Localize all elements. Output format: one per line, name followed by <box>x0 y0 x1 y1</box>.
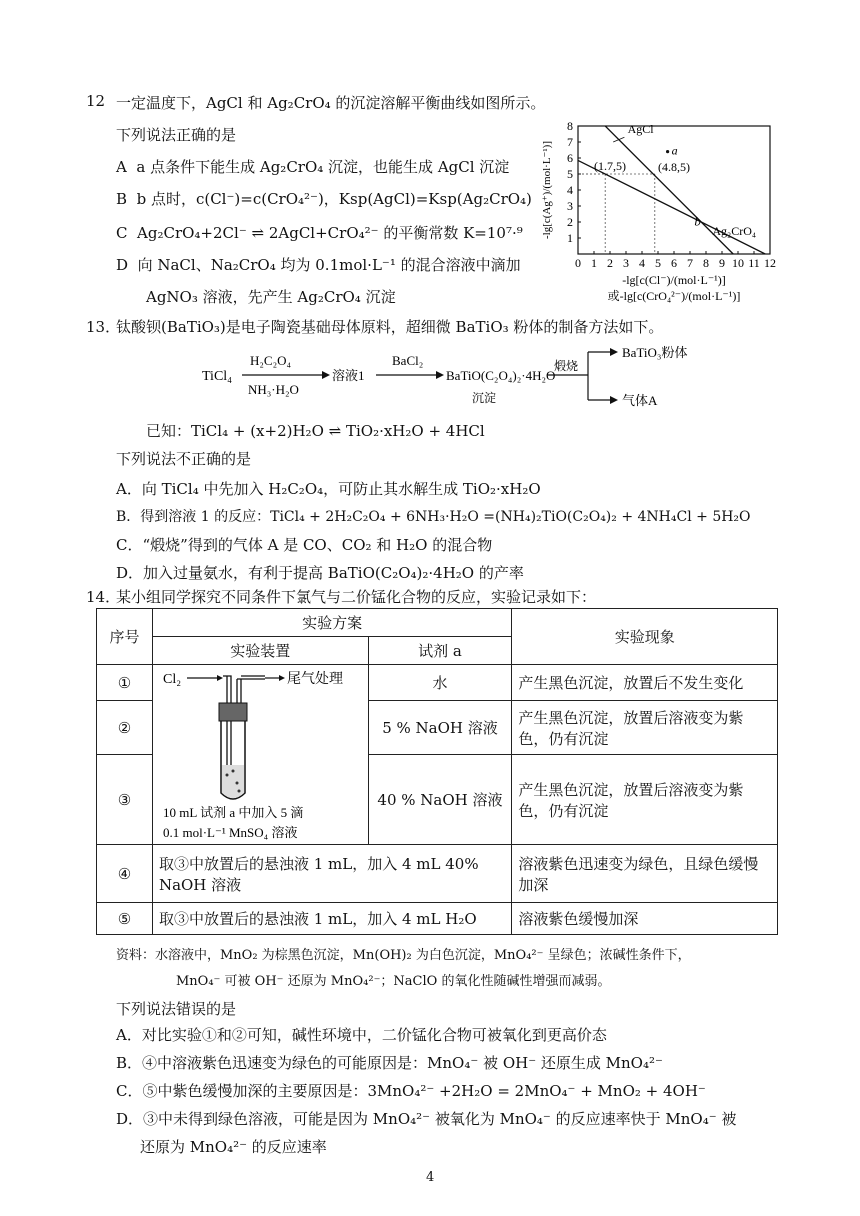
flow-reagent-bottom: NH₃·H₂O <box>248 382 299 397</box>
x-tick-label: 3 <box>623 256 629 270</box>
q13-option-d <box>116 562 524 583</box>
row-reagent: 水 <box>368 665 512 701</box>
x-tick-label: 0 <box>575 256 581 270</box>
x-tick-label: 1 <box>591 256 597 270</box>
q13-option-b <box>116 506 751 526</box>
option-letter: C． <box>116 536 143 554</box>
q14-option-d-continued: 还原为 MnO₄²⁻ 的反应速率 <box>140 1138 327 1156</box>
flow-arrowhead-2 <box>436 371 444 379</box>
x-tick-label: 4 <box>639 256 645 270</box>
flow-product1: BaTiO₃粉体 <box>622 345 688 360</box>
option-letter: D． <box>116 1110 144 1128</box>
x-axis-label-2: 或-lg[c(CrO₄²⁻)/(mol·L⁻¹)] <box>607 289 741 303</box>
q14-option-a <box>116 1024 607 1045</box>
option-text: 加入过量氨水，有利于提高 BaTiO(C₂O₄)₂·4H₂O 的产率 <box>143 564 524 582</box>
series-label-ag2cro4: Ag₂CrO₄ <box>712 223 757 238</box>
flow-reagent2: BaCl₂ <box>392 353 424 368</box>
row-number: ③ <box>97 755 153 845</box>
q12-option-b <box>116 188 532 209</box>
x-tick-label: 11 <box>748 256 760 270</box>
row-number: ④ <box>97 845 153 903</box>
point-label-2: (4.8,5) <box>658 159 690 174</box>
q14-stem: 某小组同学探究不同条件下氯气与二价锰化合物的反应，实验记录如下： <box>116 588 597 606</box>
apparatus-cl2-label: Cl₂ <box>162 672 182 687</box>
option-letter: A <box>116 158 127 176</box>
q14-option-b <box>116 1052 663 1073</box>
option-text: 向 NaCl、Na₂CrO₄ 均为 0.1mol·L⁻¹ 的混合溶液中滴加 <box>137 256 521 274</box>
apparatus-cell <box>152 665 368 845</box>
flow-reagent-top: H₂C₂O₄ <box>250 353 292 368</box>
q14-option-c <box>116 1080 706 1101</box>
y-tick-label: 1 <box>567 231 573 245</box>
option-text: ⑤中紫色缓慢加深的主要原因是：3MnO₄²⁻ +2H₂O = 2MnO₄⁻ + MnO₂ + 4OH⁻ <box>142 1082 706 1100</box>
option-text: 向 TiCl₄ 中先加入 H₂C₂O₄，可防止其水解生成 TiO₂·xH₂O <box>141 480 541 498</box>
option-text: b 点时，c(Cl⁻)=c(CrO₄²⁻)，Ksp(AgCl)=Ksp(Ag₂CrO₄) <box>136 190 532 208</box>
option-letter: A． <box>116 480 142 498</box>
apparatus-tail-label: 尾气处理 <box>286 672 343 687</box>
q12-option-d-continued: AgNO₃ 溶液，先产生 Ag₂CrO₄ 沉淀 <box>146 288 396 306</box>
flow-solution: 溶液1 <box>332 368 365 383</box>
apparatus-note-2: 0.1 mol·L⁻¹ MnSO₄ 溶液 <box>162 825 298 840</box>
y-tick-label: 6 <box>567 151 573 165</box>
option-text: Ag₂CrO₄+2Cl⁻ ⇌ 2AgCl+CrO₄²⁻ 的平衡常数 K=10⁷·⁹ <box>137 224 523 242</box>
series-label-agcl-leader <box>613 137 624 142</box>
y-tick-label: 2 <box>567 215 573 229</box>
flow-arrowhead-4 <box>610 396 618 404</box>
series-label-agcl: AgCl <box>627 122 654 137</box>
x-tick-label: 5 <box>655 256 661 270</box>
x-tick-label: 8 <box>703 256 709 270</box>
option-letter: C． <box>116 1082 143 1100</box>
y-axis-label: -lg[c(Ag⁺)/(mol·L⁻¹)] <box>541 141 553 239</box>
flow-product2: 气体A <box>622 393 658 408</box>
option-text: ④中溶液紫色迅速变为绿色的可能原因是：MnO₄⁻ 被 OH⁻ 还原生成 MnO₄²⁻ <box>142 1054 663 1072</box>
option-text: 对比实验①和②可知，碱性环境中，二价锰化合物可被氧化到更高价态 <box>141 1026 607 1044</box>
solubility-chart <box>538 116 778 312</box>
experiment-table <box>96 608 778 935</box>
q14-number: 14． <box>86 588 121 606</box>
option-letter: B <box>116 190 128 208</box>
x-tick-label: 2 <box>607 256 613 270</box>
q13-known: 已知：TiCl₄ + (x+2)H₂O ⇌ TiO₂·xH₂O + 4HCl <box>146 422 485 440</box>
row-plan: 取③中放置后的悬浊液 1 mL，加入 4 mL 40% NaOH 溶液 <box>152 845 511 903</box>
page-number: 4 <box>426 1170 435 1185</box>
flow-arrowhead-3 <box>610 348 618 356</box>
q13-prompt: 下列说法不正确的是 <box>116 450 252 468</box>
x-tick-label: 12 <box>764 256 776 270</box>
q12-number: 12 <box>86 92 106 110</box>
option-text: “煅烧”得到的气体 A 是 CO、CO₂ 和 H₂O 的混合物 <box>142 536 493 554</box>
q13-stem: 钛酸钡(BaTiO₃)是电子陶瓷基础母体原料，超细微 BaTiO₃ 粉体的制备方法如下。 <box>116 318 664 336</box>
row-phenomenon: 产生黑色沉淀，放置后溶液变为紫色，仍有沉淀 <box>512 701 778 755</box>
row-plan: 取③中放置后的悬浊液 1 mL，加入 4 mL H₂O <box>152 903 511 935</box>
header-reagent: 试剂 a <box>368 637 512 665</box>
apparatus-diagram <box>153 665 369 841</box>
y-tick-label: 4 <box>567 183 573 197</box>
x-tick-label: 9 <box>719 256 725 270</box>
q13-number: 13． <box>86 318 121 336</box>
q12-option-d <box>116 254 521 275</box>
x-tick-label: 7 <box>687 256 693 270</box>
rubber-stopper <box>219 703 247 721</box>
row-phenomenon: 溶液紫色迅速变为绿色，且绿色缓慢加深 <box>512 845 778 903</box>
y-tick-label: 8 <box>567 119 573 133</box>
series-line-ag2cro4 <box>578 160 765 254</box>
flow-precipitate: BaTiO(C₂O₄)₂·4H₂O <box>446 368 556 383</box>
q14-prompt: 下列说法错误的是 <box>116 1000 237 1018</box>
q14-option-d <box>116 1108 736 1129</box>
x-tick-label: 6 <box>671 256 677 270</box>
table-row <box>97 665 778 701</box>
option-letter: D <box>116 256 129 274</box>
row-number: ① <box>97 665 153 701</box>
point-label-1: (1.7,5) <box>594 159 626 173</box>
q12-option-a <box>116 156 509 177</box>
row-phenomenon: 产生黑色沉淀，放置后溶液变为紫色，仍有沉淀 <box>512 755 778 845</box>
header-plan: 实验方案 <box>152 609 511 637</box>
point-a-label: a <box>671 143 678 158</box>
apparatus-note-1: 10 mL 试剂 a 中加入 5 滴 <box>162 805 304 820</box>
header-device: 实验装置 <box>152 637 368 665</box>
option-text: a 点条件下能生成 Ag₂CrO₄ 沉淀，也能生成 AgCl 沉淀 <box>136 158 510 176</box>
q14-note-line1: 资料：水溶液中，MnO₂ 为棕黑色沉淀，Mn(OH)₂ 为白色沉淀，MnO₄²⁻ 呈绿色；浓碱性条件下， <box>116 948 691 963</box>
row-number: ② <box>97 701 153 755</box>
header-number: 序号 <box>97 609 153 665</box>
point-a-marker <box>666 150 669 153</box>
x-axis-label-1: -lg[c(Cl⁻)/(mol·L⁻¹)] <box>622 273 726 287</box>
row-reagent: 40 % NaOH 溶液 <box>368 755 512 845</box>
q14-note-line2: MnO₄⁻ 可被 OH⁻ 还原为 MnO₄²⁻；NaClO 的氧化性随碱性增强而减弱。 <box>176 974 611 989</box>
flow-step3: 煅烧 <box>554 359 579 373</box>
y-tick-label: 5 <box>567 167 573 181</box>
y-tick-label: 7 <box>567 135 573 149</box>
process-flow-diagram <box>196 340 736 410</box>
q13-option-a <box>116 478 541 499</box>
row-reagent: 5 % NaOH 溶液 <box>368 701 512 755</box>
option-letter: A． <box>116 1026 142 1044</box>
y-tick-label: 3 <box>567 199 573 213</box>
point-b-label: b <box>694 213 701 229</box>
option-letter: B． <box>116 509 141 525</box>
option-text: ③中未得到绿色溶液，可能是因为 MnO₄²⁻ 被氧化为 MnO₄⁻ 的反应速率快于 MnO₄⁻ 被 <box>143 1110 737 1128</box>
q12-stem: 一定温度下，AgCl 和 Ag₂CrO₄ 的沉淀溶解平衡曲线如图所示。 <box>116 94 546 112</box>
flow-arrowhead-1 <box>322 371 330 379</box>
row-phenomenon: 产生黑色沉淀，放置后不发生变化 <box>512 665 778 701</box>
flow-precipitate-label: 沉淀 <box>472 391 497 405</box>
option-letter: D． <box>116 564 144 582</box>
header-phenomenon: 实验现象 <box>512 609 778 665</box>
q12-prompt: 下列说法正确的是 <box>116 126 237 144</box>
x-tick-label: 10 <box>732 256 744 270</box>
option-letter: B． <box>116 1054 143 1072</box>
table-row <box>97 903 778 935</box>
q13-option-c <box>116 534 492 555</box>
option-text: 得到溶液 1 的反应：TiCl₄ + 2H₂C₂O₄ + 6NH₃·H₂O =(NH₄)₂TiO(C₂O₄)₂ + 4NH₄Cl + 5H₂O <box>140 509 751 525</box>
option-letter: C <box>116 224 128 242</box>
row-number: ⑤ <box>97 903 153 935</box>
flow-start: TiCl₄ <box>202 369 233 384</box>
row-phenomenon: 溶液紫色缓慢加深 <box>512 903 778 935</box>
table-row <box>97 845 778 903</box>
q12-option-c <box>116 222 523 243</box>
